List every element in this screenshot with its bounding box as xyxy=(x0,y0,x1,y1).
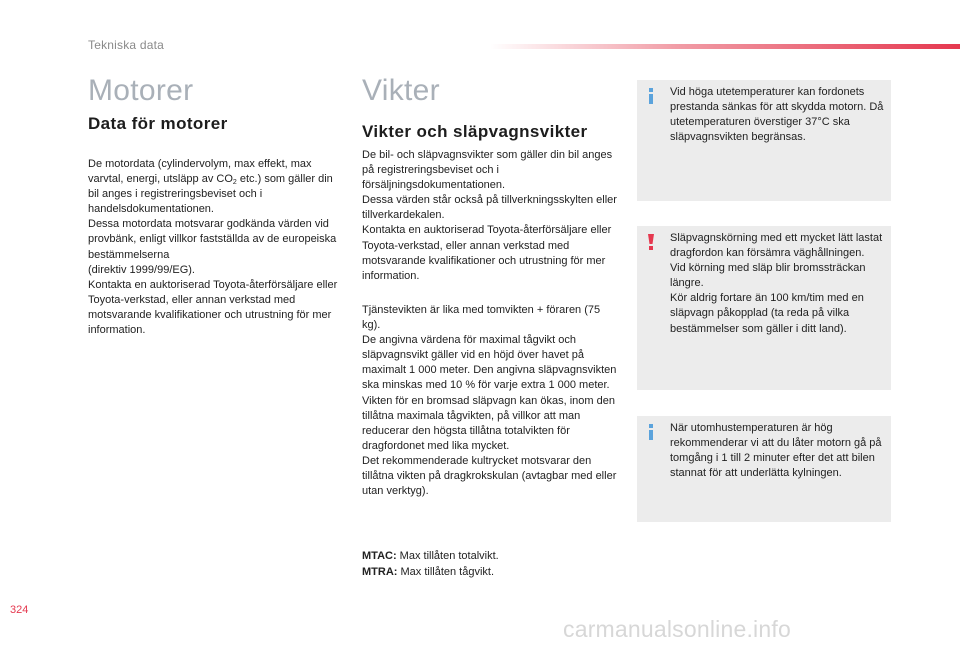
vikter-paragraph: De angivna värdena för maximal tågvikt och släpvagnsvikt gäller vid en höjd över havet på maximalt 1 000 meter. Den angivna släpvagnsvikten ska minskas med 10 % för varje extra 1 000 meter. xyxy=(362,334,617,392)
vikter-text-2 xyxy=(362,303,618,499)
warning-note-box xyxy=(637,226,891,390)
motorer-paragraph: Kontakta en auktoriserad Toyota-återförsäljare eller Toyota-verkstad, eller annan verkstad med motsvarande kvalifikationer och utrustning för mer information. xyxy=(88,278,338,337)
co2-subscript: 2 xyxy=(232,179,237,187)
term-mtra: MTRA: Max tillåten tågvikt. xyxy=(362,566,495,578)
info-icon xyxy=(645,88,657,104)
motorer-heading: Motorer xyxy=(88,74,194,107)
vikter-paragraph: Dessa värden står också på tillverkningsskylten eller tillverkardekalen. xyxy=(362,194,617,222)
section-title: Tekniska data xyxy=(88,38,164,52)
vikter-paragraph: Kontakta en auktoriserad Toyota-återförsäljare eller Toyota-verkstad, eller annan verkstad med motsvarande kvalifikationer och utrustning för mer information. xyxy=(362,224,612,282)
warning-note-text: Släpvagnskörning med ett mycket lätt lastat dragfordon kan försämra väghållningen. Vid körning med släp blir bromssträckan längre. Kör aldrig fortare än 100 km/tim med en släpvagn påkopplad (ta reda på vilka bestämmelser som gäller i ditt land). xyxy=(670,232,883,335)
vikter-subheading: Vikter och släpvagnsvikter xyxy=(362,122,588,141)
motorer-paragraph-intro: De motordata (cylindervolym, max effekt, max varvtal, energi, utsläpp av $CO_2$ etc.) som gäller din bil anges i registreringsbeviset och i handelsdokumentationen. xyxy=(88,158,333,216)
info-note-box-2 xyxy=(637,416,891,522)
warning-icon xyxy=(645,234,657,250)
info-note-text: Vid höga utetemperaturer kan fordonets prestanda sänkas för att skydda motorn. Då utetemperaturen överstiger 37°C ska släpvagnsvikten begränsas. xyxy=(670,86,884,144)
term-mtac: MTAC: Max tillåten totalvikt. xyxy=(362,550,499,562)
info-note-box xyxy=(637,80,891,201)
motorer-subheading: Data för motorer xyxy=(88,114,228,133)
header-accent-bar xyxy=(490,44,960,49)
vikter-paragraph: De bil- och släpvagnsvikter som gäller din bil anges på registreringsbeviset och i försäljningsdokumentationen. xyxy=(362,149,613,192)
vikter-heading: Vikter xyxy=(362,74,440,107)
watermark: carmanualsonline.info xyxy=(563,616,791,642)
motorer-paragraph: (direktiv 1999/99/EG). xyxy=(88,263,195,276)
info-note-text-2: När utomhustemperaturen är hög rekommenderar vi att du låter motorn gå på tomgång i 1 till 2 minuter efter det att bilen stannat för att underlätta kylningen. xyxy=(670,422,882,480)
vikter-paragraph: Tjänstevikten är lika med tomvikten + föraren (75 kg). xyxy=(362,304,601,332)
vikter-text-1 xyxy=(362,148,618,284)
motorer-paragraph: Dessa motordata motsvarar godkända värden vid provbänk, enligt villkor fastställda av de europeiska bestämmelserna xyxy=(88,218,337,261)
vikter-paragraph: Det rekommenderade kultrycket motsvarar den tillåtna vikten på dragkrokskulan (avtagbar med eller utan verktyg). xyxy=(362,454,617,498)
vikter-paragraph: Vikten för en bromsad släpvagn kan ökas, inom den tillåtna maximala tågvikten, på villkor att man reducerar den högsta tillåtna totalvikten för dragfordonet med lika mycket. xyxy=(362,394,615,452)
abbreviation-list xyxy=(362,548,499,580)
motorer-text xyxy=(88,157,342,338)
info-icon xyxy=(645,424,657,440)
page-number: 324 xyxy=(10,604,29,616)
